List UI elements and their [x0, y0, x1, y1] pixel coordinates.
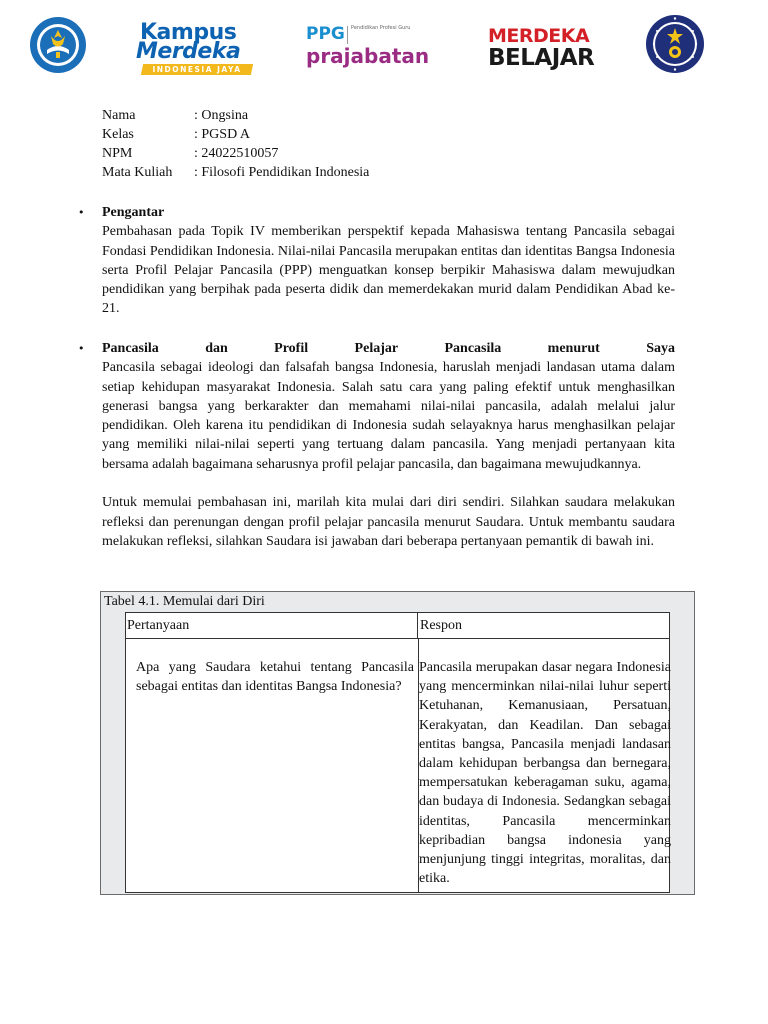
heading-word: menurut [547, 341, 600, 356]
section-heading: Pengantar [102, 205, 165, 220]
section-pengantar [78, 203, 675, 319]
identity-value: : Filosofi Pendidikan Indonesia [194, 165, 370, 180]
bullet-icon: • [78, 342, 85, 355]
heading-word: Pancasila [102, 341, 159, 356]
kemdikbud-logo [29, 16, 87, 74]
identity-row-class [102, 125, 369, 144]
table-grid [125, 612, 670, 893]
identity-value: : Ongsina [194, 108, 249, 123]
ppg-divider [347, 26, 348, 44]
heading-word: Pancasila [444, 341, 502, 356]
student-identity [102, 106, 369, 182]
ppg-small-text: Pendidikan Profesi Guru [351, 25, 411, 31]
table-cell-question: Apa yang Saudara ketahui tentang Pancasila sebagai entitas dan identitas Bangsa Indonesia? [136, 660, 414, 695]
table-cell-response: Pancasila merupakan dasar negara Indonesia yang mencerminkan nilai-nilai luhur seperti Ketuhanan, Kemanusiaan, Persatuan, Kerakyatan, dan Keadilan. Dan sebagai entitas bangsa, Pancasila menjadi landasan dalam kehidupan berbangsa dan bernegara, mempersatukan keberagaman suku, agama, dan budaya di Indonesia. Sedangkan sebagai identitas, Pancasila mencerminkan kepribadian bangsa indonesia yang menjunjung tinggi integritas, moralitas, dan etika. [419, 660, 671, 887]
identity-row-course [102, 163, 369, 182]
logo-bar [0, 0, 768, 96]
heading-word: dan [205, 341, 228, 356]
kampus-merdeka-subtitle: Merdeka [136, 39, 241, 64]
merdeka-belajar-logo [488, 25, 595, 73]
pancasila-paragraph-2: Untuk memulai pembahasan ini, marilah kita mulai dari diri sendiri. Silahkan saudara melakukan refleksi dan perenungan dengan profil pelajar pancasila menurut Saudara. Untuk membantu saudara melakukan refleksi, silahkan Saudara isi jawaban dari beberapa pertanyaan pemantik di bawah ini. [102, 495, 675, 549]
kampus-merdeka-tagline: INDONESIA JAYA [152, 65, 242, 74]
bullet-icon: • [78, 206, 85, 219]
identity-value: : 24022510057 [194, 146, 279, 161]
identity-label: Mata Kuliah [102, 165, 173, 180]
pengantar-paragraph: Pembahasan pada Topik IV memberikan perspektif kepada Mahasiswa tentang Pancasila sebagai Fondasi Pendidikan Indonesia. Nilai-nilai Pancasila merupakan entitas dan identitas Bangsa Indonesia serta Profil Pelajar Pancasila (PPP) menguatkan konsep berpikir Mahasiswa dalam mewujudkan pendidikan yang berpihak pada peserta didik dan memerdekakan murid dalam Pendidikan Abad ke-21. [102, 224, 675, 317]
merdeka-belajar-line1: MERDEKA [488, 25, 590, 47]
identity-value: : PGSD A [194, 127, 251, 142]
heading-word: Profil [274, 341, 309, 356]
heading-word: Saya [646, 341, 675, 356]
pancasila-paragraph-1: Pancasila sebagai ideologi dan falsafah bangsa Indonesia, haruslah menjadi landasan utama dalam setiap kehidupan masyarakat Indonesia. Salah satu cara yang paling efektif untuk menghasilkan generasi bangsa yang berkarakter dan memahami nilai-nilai pancasila, adalah melalui jalur pendidikan. Oleh karena itu pendidikan di Indonesia sudah selayaknya harus menghasilkan pelajar yang memiliki nilai-nilai seperti yang tertuang dalam pancasila. Yang menjadi pertanyaan kita bersama adalah bagaimana seharusnya profil pelajar pancasila, dan bagaimana mewujudkannya. [102, 360, 675, 472]
identity-row-name [102, 106, 369, 125]
section-heading [102, 339, 675, 358]
identity-label: Nama [102, 108, 136, 123]
table-header-response: Respon [420, 618, 462, 633]
reflection-table [100, 591, 695, 895]
table-header-question: Pertanyaan [126, 613, 418, 638]
kampus-merdeka-logo [134, 22, 260, 78]
merdeka-belajar-line2: BELAJAR [488, 45, 595, 71]
ppg-subtitle: prajabatan [306, 44, 430, 68]
ppg-prajabatan-logo [306, 24, 428, 74]
kampus-merdeka-title: Kampus [140, 20, 237, 45]
heading-word: Pelajar [354, 341, 399, 356]
university-seal-icon [645, 14, 705, 74]
table-caption: Tabel 4.1. Memulai dari Diri [104, 594, 265, 609]
table-divider [126, 638, 669, 639]
ppg-title: PPG [306, 24, 345, 44]
university-seal-logo [645, 14, 705, 74]
identity-label: Kelas [102, 127, 134, 142]
identity-label: NPM [102, 146, 133, 161]
identity-row-npm [102, 144, 369, 163]
section-pancasila [78, 339, 675, 551]
kemdikbud-emblem-icon [29, 16, 87, 74]
